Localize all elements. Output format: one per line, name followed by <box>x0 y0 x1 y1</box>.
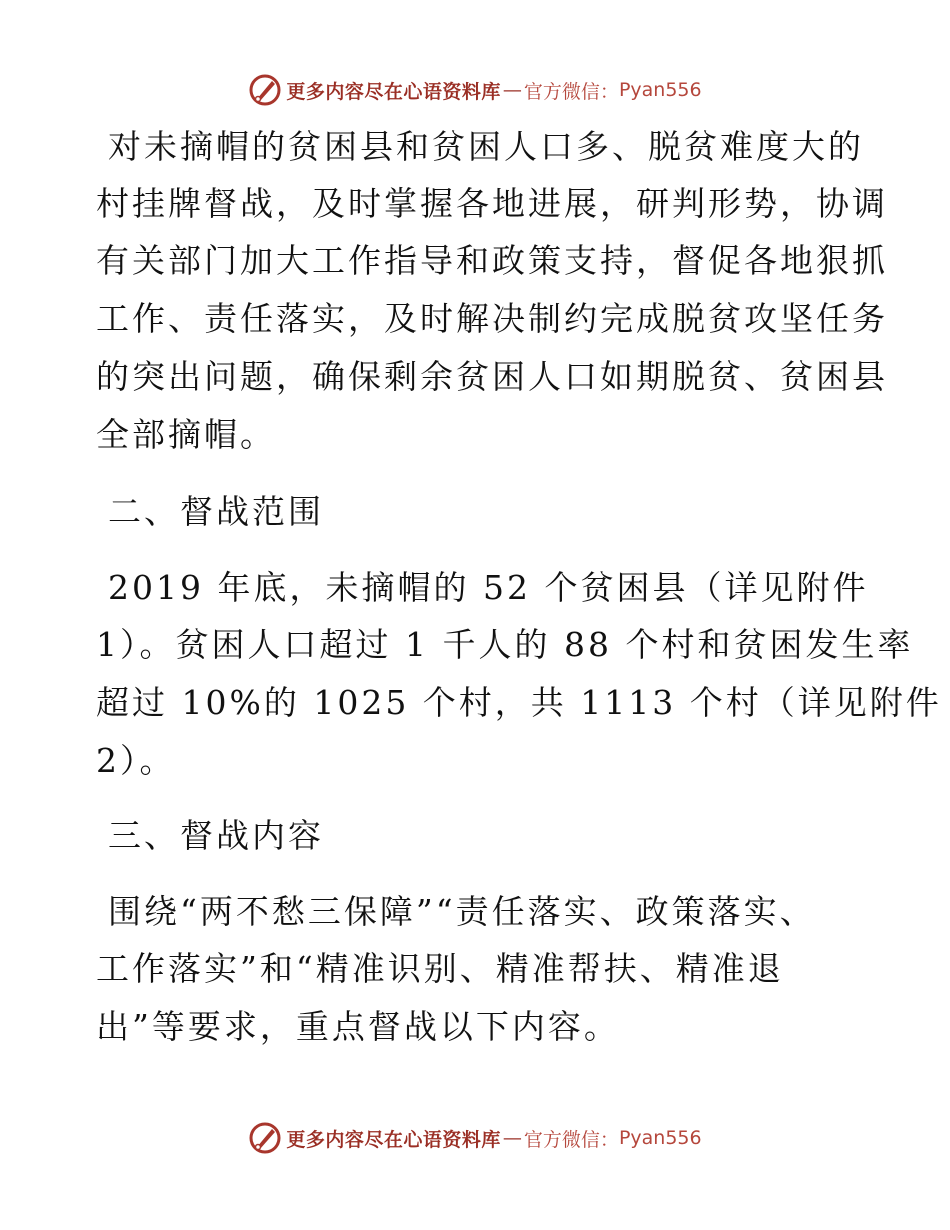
footer-banner <box>0 1118 950 1158</box>
paragraph-2-line-4: 2）。 <box>96 741 176 780</box>
banner-separator: — <box>502 79 522 101</box>
paragraph-1-line-1: 对未摘帽的贫困县和贫困人口多、脱贫难度大的 <box>108 127 864 166</box>
paragraph-3-line-3: 出”等要求，重点督战以下内容。 <box>96 1007 620 1046</box>
paragraph-2-line-2: 1）。贫困人口超过 1 千人的 88 个村和贫困发生率 <box>96 625 914 664</box>
paragraph-2-line-1: 2019 年底，未摘帽的 52 个贫困县（详见附件 <box>108 568 869 607</box>
quill-logo-icon <box>248 73 282 107</box>
quill-logo-icon <box>248 1121 282 1155</box>
paragraph-1-line-3: 有关部门加大工作指导和政策支持，督促各地狠抓 <box>96 241 888 280</box>
paragraph-3-line-1: 围绕“两不愁三保障”“责任落实、政策落实、 <box>108 892 816 931</box>
paragraph-2-line-3: 超过 10%的 1025 个村，共 1113 个村（详见附件 <box>96 683 942 722</box>
banner-text: 更多内容尽在心语资料库 <box>286 1128 501 1151</box>
banner-separator: — <box>502 1127 522 1149</box>
banner-wechat-id: Pyan556 <box>618 79 702 101</box>
section-heading-scope: 二、督战范围 <box>108 492 324 531</box>
banner-wechat-label: 官方微信： <box>523 80 619 103</box>
paragraph-1-line-6: 全部摘帽。 <box>96 415 276 454</box>
banner-wechat-id: Pyan556 <box>618 1127 702 1149</box>
paragraph-1-line-2: 村挂牌督战，及时掌握各地进展，研判形势，协调 <box>96 184 888 223</box>
paragraph-3-line-2: 工作落实”和“精准识别、精准帮扶、精准退 <box>96 949 784 988</box>
header-banner <box>0 70 950 110</box>
banner-text: 更多内容尽在心语资料库 <box>286 80 501 103</box>
banner-wechat-label: 官方微信： <box>523 1128 619 1151</box>
paragraph-1-line-5: 的突出问题，确保剩余贫困人口如期脱贫、贫困县 <box>96 357 888 396</box>
section-heading-content: 三、督战内容 <box>108 816 324 855</box>
paragraph-1-line-4: 工作、责任落实，及时解决制约完成脱贫攻坚任务 <box>96 299 888 338</box>
